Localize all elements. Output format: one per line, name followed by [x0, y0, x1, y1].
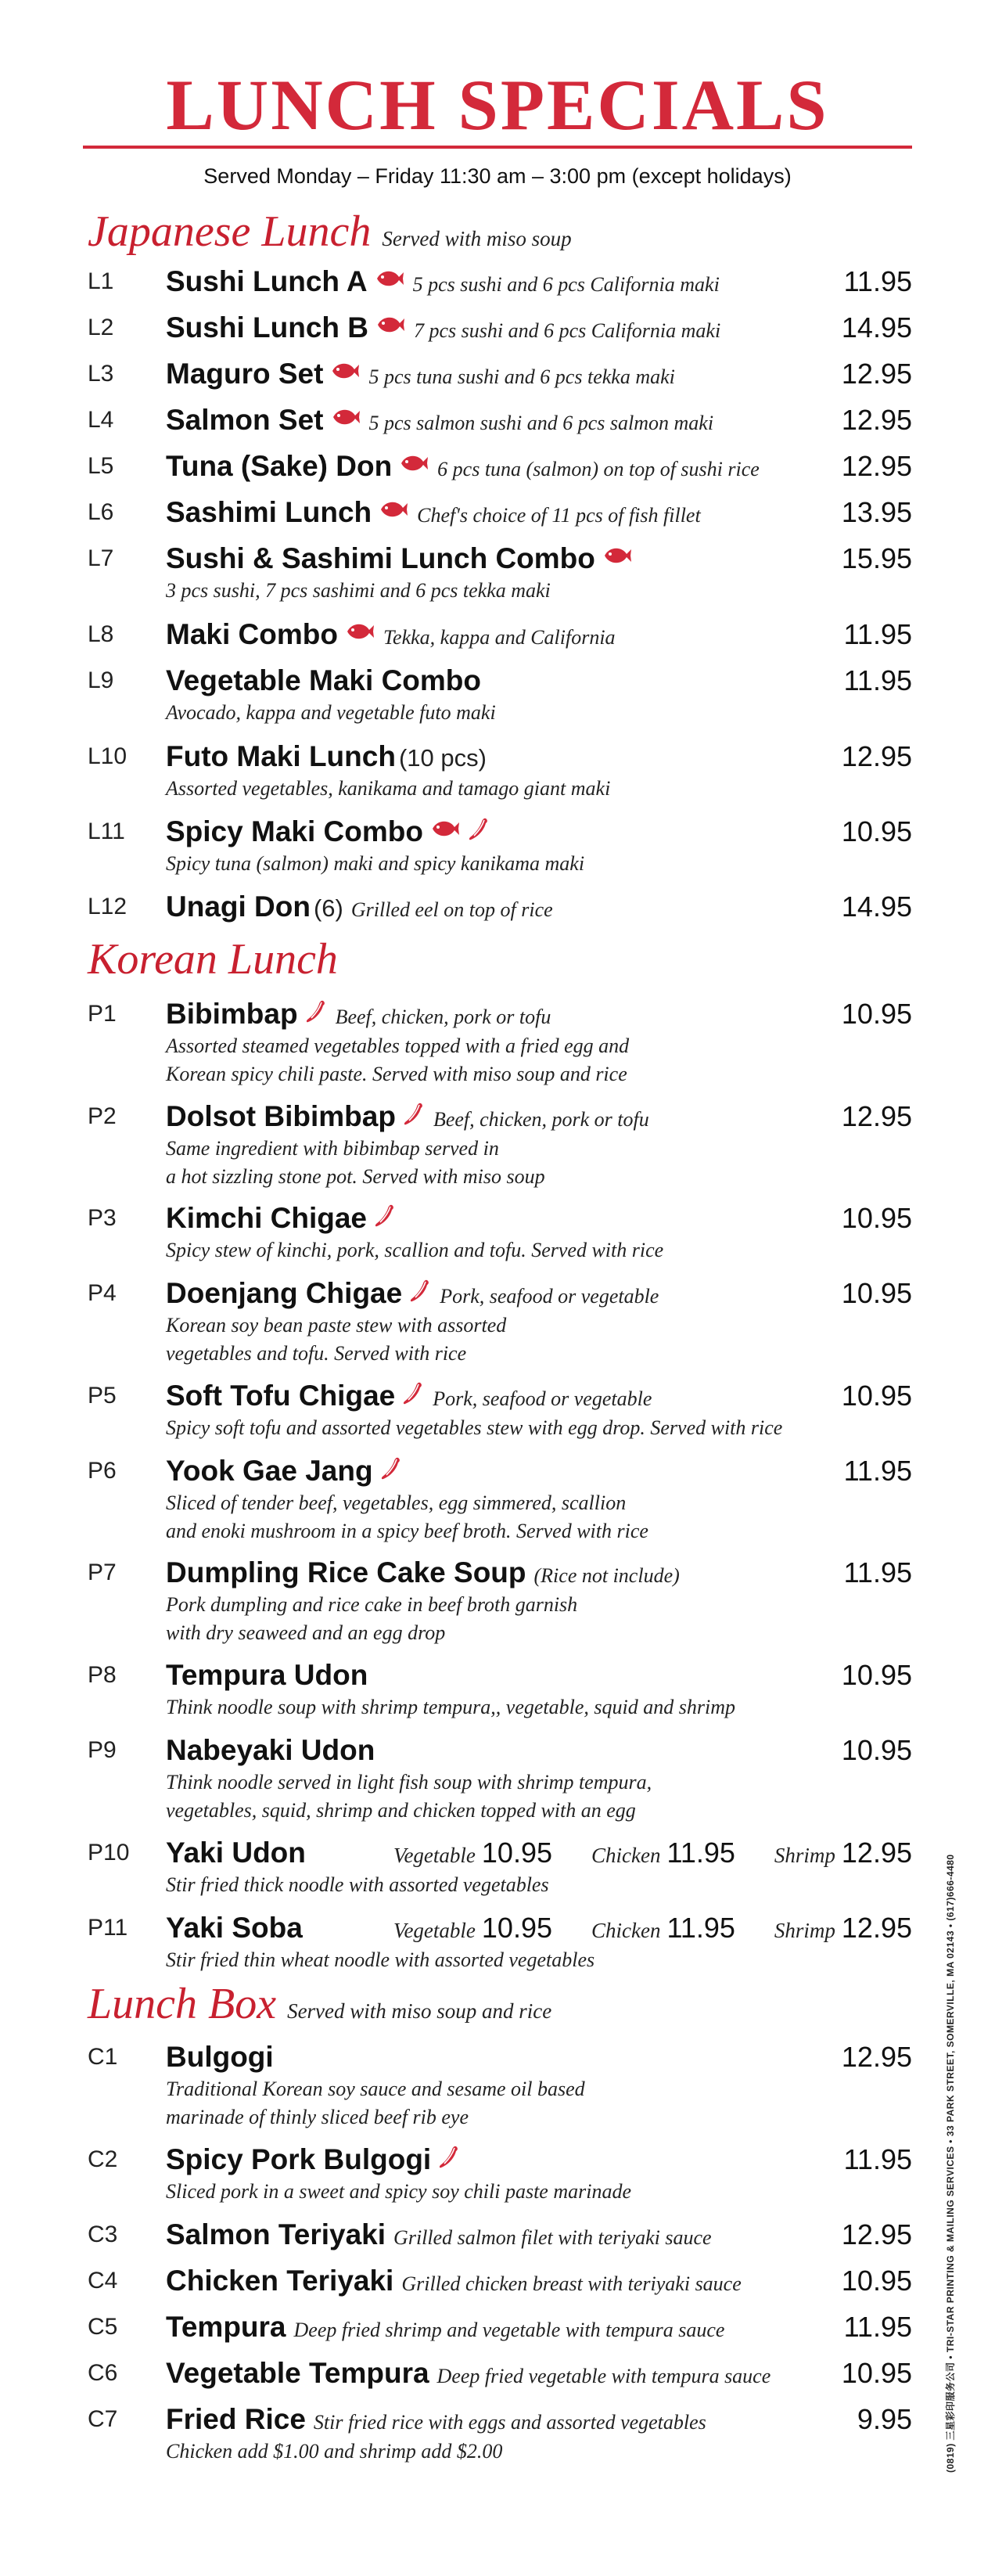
item-description: 7 pcs sushi and 6 pcs California maki	[414, 319, 721, 342]
item-name: Sushi & Sashimi Lunch Combo	[166, 542, 595, 574]
item-price: 12.95	[841, 404, 912, 436]
item-code: P5	[88, 1383, 117, 1409]
fish-icon	[344, 620, 375, 657]
section-title: Korean Lunch	[88, 935, 338, 984]
item-description: Tekka, kappa and California	[383, 626, 616, 649]
item-price: 12.95	[841, 2218, 912, 2250]
item-description: Stir fried thin wheat noodle with assorted vegetables	[166, 1948, 595, 1971]
item-price: 10.95	[841, 1734, 912, 1766]
item-code: P9	[88, 1737, 117, 1763]
fish-icon	[398, 452, 429, 488]
item-price: 10.95	[841, 815, 912, 847]
item-options: Pork, seafood or vegetable	[440, 1285, 659, 1308]
item-description: Spicy stew of kinchi, pork, scallion and tofu. Served with rice	[166, 1239, 664, 1261]
item-code: L6	[88, 499, 114, 525]
item-description: Korean soy bean paste stew with assorted vegetables and tofu. Served with rice	[166, 1314, 507, 1365]
item-name: Tuna (Sake) Don	[166, 450, 393, 482]
item-quantity: (6)	[313, 894, 343, 922]
item-code: L1	[88, 268, 114, 294]
item-description: Sliced of tender beef, vegetables, egg simmered, scallion and enoki mushroom in a spicy beef broth. Served with rice	[166, 1491, 648, 1542]
item-price: 10.95	[841, 1659, 912, 1691]
item-code: P4	[88, 1280, 117, 1306]
item-description: Chef's choice of 11 pcs of fish fillet	[417, 504, 701, 527]
item-description: 3 pcs sushi, 7 pcs sashimi and 6 pcs tekka maki	[166, 579, 551, 602]
item-code: C1	[88, 2044, 118, 2070]
item-name: Chicken Teriyaki	[166, 2265, 394, 2297]
fish-icon	[429, 817, 461, 854]
fish-icon	[375, 313, 406, 350]
item-code: C7	[88, 2406, 118, 2432]
item-price: 11.95	[843, 2143, 912, 2175]
item-code: C3	[88, 2222, 118, 2247]
item-code: L12	[88, 894, 128, 919]
price-options: Vegetable 10.95 Chicken 11.95 Shrimp 12.95	[393, 1837, 912, 1869]
item-code: P7	[88, 1560, 117, 1585]
item-note: (Rice not include)	[533, 1564, 680, 1587]
item-description: Think noodle served in light fish soup with shrimp tempura, vegetables, squid, shrimp and chicken topped with an egg	[166, 1771, 652, 1822]
item-name: Spicy Maki Combo	[166, 815, 423, 847]
item-code: P10	[88, 1840, 130, 1865]
item-price: 12.95	[841, 450, 912, 482]
item-code: L7	[88, 545, 114, 571]
item-code: L5	[88, 453, 114, 479]
item-code: L9	[88, 667, 114, 693]
item-code: P1	[88, 1001, 117, 1027]
item-name: Salmon Teriyaki	[166, 2218, 386, 2250]
item-code: L3	[88, 361, 114, 387]
item-name: Bulgogi	[166, 2041, 274, 2073]
item-code: L4	[88, 407, 114, 433]
item-name: Maki Combo	[166, 618, 338, 650]
fish-icon	[330, 405, 361, 442]
item-name: Sushi Lunch A	[166, 265, 368, 297]
item-quantity: (10 pcs)	[398, 744, 487, 772]
served-hours: Served Monday – Friday 11:30 am – 3:00 pm (except holidays)	[203, 164, 792, 188]
item-code: C6	[88, 2360, 118, 2386]
item-price: 10.95	[841, 1277, 912, 1309]
item-code: P2	[88, 1103, 117, 1129]
item-price: 11.95	[843, 664, 912, 696]
item-price: 13.95	[841, 496, 912, 528]
item-price: 11.95	[843, 1556, 912, 1588]
item-code: L8	[88, 621, 114, 647]
item-description: Grilled salmon filet with teriyaki sauce	[393, 2226, 712, 2249]
item-description: Deep fried vegetable with tempura sauce	[436, 2365, 771, 2387]
item-name: Maguro Set	[166, 358, 324, 390]
item-name: Futo Maki Lunch	[166, 740, 396, 772]
item-description: Traditional Korean soy sauce and sesame oil based marinade of thinly sliced beef rib eye	[166, 2078, 585, 2128]
item-description: Stir fried rice with eggs and assorted vegetables	[313, 2411, 706, 2434]
item-description: Pork dumpling and rice cake in beef broth garnish with dry seaweed and an egg drop	[166, 1593, 578, 1644]
fish-icon	[378, 498, 409, 534]
item-price: 10.95	[841, 1380, 912, 1412]
item-name: Sashimi Lunch	[166, 496, 372, 528]
item-name: Tempura Udon	[166, 1659, 368, 1691]
item-code: P11	[88, 1915, 128, 1941]
item-description: Avocado, kappa and vegetable futo maki	[166, 701, 496, 724]
item-name: Yaki Soba	[166, 1912, 303, 1944]
item-name: Doenjang Chigae	[166, 1277, 403, 1309]
item-name: Dumpling Rice Cake Soup	[166, 1556, 526, 1588]
item-price: 14.95	[841, 890, 912, 923]
item-description: Grilled eel on top of rice	[350, 898, 553, 921]
item-name: Unagi Don	[166, 890, 311, 923]
item-description: Sliced pork in a sweet and spicy soy chili paste marinade	[166, 2180, 632, 2203]
title-divider	[83, 146, 912, 149]
item-name: Salmon Set	[166, 404, 324, 436]
item-code: L10	[88, 743, 128, 769]
item-code: P3	[88, 1205, 117, 1231]
item-note: Chicken add $1.00 and shrimp add $2.00	[166, 2440, 503, 2463]
item-name: Yook Gae Jang	[166, 1455, 373, 1487]
item-options: Pork, seafood or vegetable	[433, 1387, 652, 1410]
section-heading-japanese	[88, 207, 572, 256]
item-description: Think noodle soup with shrimp tempura,, vegetable, squid and shrimp	[166, 1696, 735, 1718]
item-options: Beef, chicken, pork or tofu	[335, 1006, 551, 1028]
item-description: 5 pcs tuna sushi and 6 pcs tekka maki	[368, 365, 675, 388]
item-code: C4	[88, 2268, 118, 2294]
fish-icon	[329, 359, 361, 396]
section-title: Lunch Box	[88, 1980, 277, 2028]
item-description: Same ingredient with bibimbap served in a hot sizzling stone pot. Served with miso soup	[166, 1137, 545, 1188]
item-price: 9.95	[857, 2403, 912, 2435]
item-description: 5 pcs salmon sushi and 6 pcs salmon maki	[368, 412, 714, 434]
item-name: Vegetable Tempura	[166, 2357, 429, 2389]
item-price: 12.95	[841, 740, 912, 772]
item-name: Yaki Udon	[166, 1837, 306, 1869]
printer-imprint: (0819) 三星彩印服务公司 • TRI-STAR PRINTING & MAILING SERVICES • 33 PARK STREET, SOMERVILLE, MA 02143 • (617)666-4480	[945, 1854, 956, 2473]
item-code: L2	[88, 315, 114, 340]
section-subtitle: Served with miso soup and rice	[287, 1999, 552, 2023]
item-description: Assorted vegetables, kanikama and tamago giant maki	[166, 777, 611, 800]
item-code: C5	[88, 2314, 118, 2340]
item-name: Soft Tofu Chigae	[166, 1380, 396, 1412]
item-price: 10.95	[841, 998, 912, 1030]
item-price: 11.95	[843, 1455, 912, 1487]
item-price: 15.95	[841, 542, 912, 574]
item-name: Fried Rice	[166, 2403, 306, 2435]
item-price: 11.95	[843, 2311, 912, 2343]
item-price: 11.95	[843, 618, 912, 650]
section-heading-korean	[88, 935, 338, 984]
item-price: 14.95	[841, 311, 912, 344]
item-name: Vegetable Maki Combo	[166, 664, 481, 696]
item-code: C2	[88, 2146, 118, 2172]
item-name: Bibimbap	[166, 998, 298, 1030]
fish-icon	[602, 544, 633, 581]
item-name: Tempura	[166, 2311, 286, 2343]
item-price: 10.95	[841, 1202, 912, 1234]
item-description: Assorted steamed vegetables topped with a fried egg and Korean spicy chili paste. Served with miso soup and rice	[166, 1034, 630, 1085]
page-title: LUNCH SPECIALS	[166, 65, 829, 145]
item-description: Deep fried shrimp and vegetable with tempura sauce	[293, 2319, 725, 2341]
item-name: Sushi Lunch B	[166, 311, 368, 344]
section-heading-lunchbox	[88, 1982, 551, 2026]
item-name: Spicy Pork Bulgogi	[166, 2143, 432, 2175]
section-title: Japanese Lunch	[88, 207, 372, 256]
item-name: Nabeyaki Udon	[166, 1734, 375, 1766]
item-description: Stir fried thick noodle with assorted vegetables	[166, 1873, 549, 1896]
price-options: Vegetable 10.95 Chicken 11.95 Shrimp 12.95	[393, 1912, 912, 1944]
item-code: P6	[88, 1458, 117, 1484]
item-options: Beef, chicken, pork or tofu	[433, 1108, 649, 1131]
fish-icon	[374, 267, 405, 304]
item-price: 12.95	[841, 2041, 912, 2073]
item-price: 10.95	[841, 2265, 912, 2297]
item-description: Grilled chicken breast with teriyaki sauce	[401, 2272, 742, 2295]
item-price: 10.95	[841, 2357, 912, 2389]
item-name: Kimchi Chigae	[166, 1202, 367, 1234]
item-code: P8	[88, 1662, 117, 1688]
item-price: 11.95	[843, 265, 912, 297]
item-price: 12.95	[841, 358, 912, 390]
item-description: 6 pcs tuna (salmon) on top of sushi rice	[437, 458, 760, 480]
item-description: 5 pcs sushi and 6 pcs California maki	[412, 273, 720, 296]
item-name: Dolsot Bibimbap	[166, 1100, 396, 1132]
item-description: Spicy tuna (salmon) maki and spicy kanikama maki	[166, 852, 585, 875]
item-description: Spicy soft tofu and assorted vegetables stew with egg drop. Served with rice	[166, 1416, 783, 1439]
item-code: L11	[88, 818, 125, 844]
item-price: 12.95	[841, 1100, 912, 1132]
section-subtitle: Served with miso soup	[382, 227, 572, 250]
